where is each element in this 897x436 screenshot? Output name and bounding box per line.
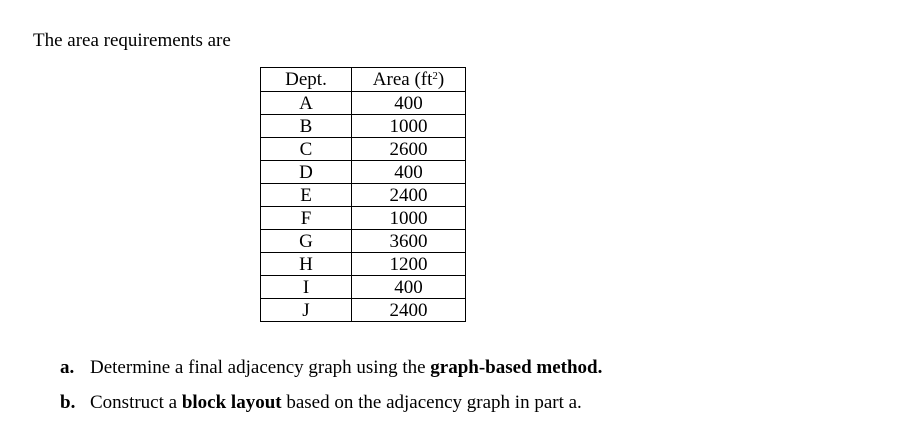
question-b — [60, 392, 602, 414]
dept-cell: B — [261, 115, 352, 138]
table-row — [261, 276, 466, 299]
table-row — [261, 92, 466, 115]
area-requirements-table — [260, 67, 466, 322]
area-cell: 2400 — [352, 299, 466, 322]
question-a-text-plain: Determine a final adjacency graph using the — [90, 357, 431, 378]
dept-cell: H — [261, 253, 352, 276]
question-b-text-plain: Construct a — [90, 392, 182, 413]
question-a-text — [90, 357, 602, 379]
table-row — [261, 299, 466, 322]
question-b-text — [90, 392, 582, 414]
question-a-text-bold: graph-based method. — [430, 357, 603, 378]
area-cell: 1000 — [352, 207, 466, 230]
table-row — [261, 230, 466, 253]
question-b-text-bold: block layout — [181, 392, 282, 413]
dept-cell: A — [261, 92, 352, 115]
question-b-text-tail: based on the adjacency graph in part a. — [281, 392, 582, 413]
table-header-row — [261, 68, 466, 92]
question-a-label: a. — [60, 357, 75, 378]
area-cell: 1200 — [352, 253, 466, 276]
area-column-header — [352, 68, 466, 92]
dept-cell: E — [261, 184, 352, 207]
dept-cell: C — [261, 138, 352, 161]
dept-column-header: Dept. — [261, 68, 352, 92]
table-row — [261, 115, 466, 138]
table-row — [261, 253, 466, 276]
dept-cell: D — [261, 161, 352, 184]
table-row — [261, 138, 466, 161]
area-header-prefix: Area (ft — [372, 69, 433, 90]
question-a — [60, 357, 602, 379]
area-cell: 400 — [352, 92, 466, 115]
table-row — [261, 161, 466, 184]
dept-cell: J — [261, 299, 352, 322]
area-cell: 1000 — [352, 115, 466, 138]
table-row — [261, 207, 466, 230]
questions-list — [60, 357, 602, 414]
area-cell: 400 — [352, 276, 466, 299]
area-header-superscript: 2 — [432, 70, 438, 82]
area-header-suffix: ) — [437, 69, 445, 90]
question-b-label: b. — [60, 392, 76, 413]
area-cell: 3600 — [352, 230, 466, 253]
area-cell: 2400 — [352, 184, 466, 207]
dept-cell: I — [261, 276, 352, 299]
area-cell: 2600 — [352, 138, 466, 161]
dept-cell: F — [261, 207, 352, 230]
intro-text: The area requirements are — [33, 30, 231, 51]
area-cell: 400 — [352, 161, 466, 184]
table-row — [261, 184, 466, 207]
dept-cell: G — [261, 230, 352, 253]
